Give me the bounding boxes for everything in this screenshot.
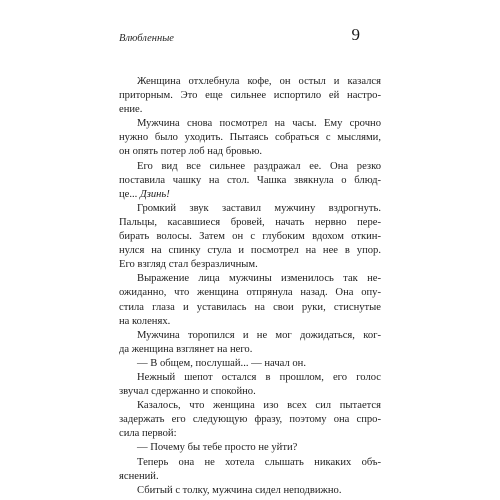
text-line: Мужчина торопился и не мог дожидаться, ког- xyxy=(137,329,381,341)
running-title: Влюбленные xyxy=(119,33,174,44)
text-line: — В общем, послушай... — начал он. xyxy=(137,357,307,369)
text-line: Мужчина снова посмотрел на часы. Ему срочно xyxy=(137,118,381,130)
text-line: приторным. Это еще сильнее испортило ей настро- xyxy=(119,90,381,102)
text-line: — Почему бы тебе просто не уйти? xyxy=(137,442,298,454)
text-line: Сбитый с толку, мужчина сидел неподвижно. xyxy=(137,484,342,496)
text-line: Его взгляд стал безразличным. xyxy=(119,259,258,271)
text-line: Громкий звук заставил мужчину вздрогнуть. xyxy=(137,202,381,214)
text-line: он опять потер лоб над бровью. xyxy=(119,146,263,158)
text-line: нужно было уходить. Пытаясь собраться с мыслями, xyxy=(119,132,381,144)
text-line: Пальцы, касавшиеся бровей, начать нервно пере- xyxy=(119,216,381,228)
text-line: бирать волосы. Затем он с глубоким вдохом откин- xyxy=(119,231,381,243)
text-line: нулся на спинку стула и посмотрел на нее в упор. xyxy=(119,245,381,257)
text-line: Выражение лица мужчины изменилось так не- xyxy=(137,273,381,285)
text-line: задержать его следующую фразу, поэтому она спро- xyxy=(119,414,381,426)
text-line: звучал сдержанно и спокойно. xyxy=(119,386,256,398)
text-line: яснений. xyxy=(119,470,159,482)
text-line: да женщина взглянет на него. xyxy=(119,343,253,355)
text-line: Казалось, что женщина изо всех сил пытается xyxy=(137,400,381,412)
text-line: Его вид все сильнее раздражал ее. Она резко xyxy=(137,160,381,172)
text-line: ение. xyxy=(119,104,143,116)
text-line: стила глаза и уставилась на свои руки, стиснутые xyxy=(119,301,381,313)
text-line: Женщина отхлебнула кофе, он остыл и казался xyxy=(137,76,381,87)
text-line: сила первой: xyxy=(119,428,177,440)
text-line: на коленях. xyxy=(119,315,171,327)
text-line: це... Дзинь! xyxy=(119,188,170,200)
text-line: ожиданно, что женщина отпрянула назад. Она опу- xyxy=(119,287,381,299)
text-line: поставила чашку на стол. Чашка звякнула о блюд- xyxy=(119,174,381,186)
text-line: Нежный шепот остался в прошлом, его голос xyxy=(137,371,381,383)
body-text xyxy=(119,75,381,498)
text-line: Теперь она не хотела слышать никаких объ- xyxy=(137,456,381,468)
page-number: 9 xyxy=(351,25,360,44)
